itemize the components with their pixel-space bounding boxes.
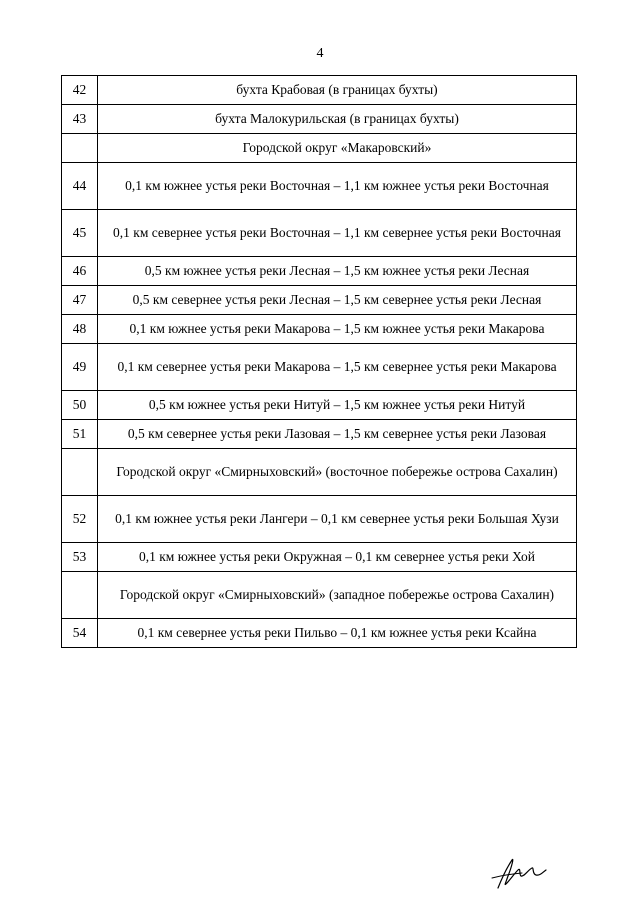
row-number: 43 (62, 105, 98, 134)
handwritten-signature (488, 848, 548, 896)
table-row (62, 210, 577, 257)
locations-table (61, 75, 577, 648)
table-row (62, 105, 577, 134)
table-row (62, 420, 577, 449)
table-row (62, 257, 577, 286)
row-number: 48 (62, 315, 98, 344)
row-text: 0,1 км южнее устья реки Лангери – 0,1 км севернее устья реки Большая Хузи (98, 496, 577, 543)
row-number: 52 (62, 496, 98, 543)
row-number: 42 (62, 76, 98, 105)
section-title: Городской округ «Смирныховский» (западное побережье острова Сахалин) (98, 572, 577, 619)
row-text: 0,1 км севернее устья реки Пильво – 0,1 км южнее устья реки Ксайна (98, 619, 577, 648)
section-header-row (62, 134, 577, 163)
row-number: 49 (62, 344, 98, 391)
row-text: 0,5 км южнее устья реки Лесная – 1,5 км южнее устья реки Лесная (98, 257, 577, 286)
row-text: 0,1 км южнее устья реки Окружная – 0,1 км севернее устья реки Хой (98, 543, 577, 572)
table-row (62, 391, 577, 420)
section-title: Городской округ «Смирныховский» (восточное побережье острова Сахалин) (98, 449, 577, 496)
row-text: 0,5 км южнее устья реки Нитуй – 1,5 км южнее устья реки Нитуй (98, 391, 577, 420)
page-number: 4 (316, 46, 324, 61)
row-text: 0,5 км севернее устья реки Лазовая – 1,5 км севернее устья реки Лазовая (98, 420, 577, 449)
row-number: 51 (62, 420, 98, 449)
row-text: бухта Малокурильская (в границах бухты) (98, 105, 577, 134)
section-header-row (62, 572, 577, 619)
row-number: 47 (62, 286, 98, 315)
row-number: 53 (62, 543, 98, 572)
row-text: 0,1 км севернее устья реки Восточная – 1,1 км севернее устья реки Восточная (98, 210, 577, 257)
row-text: бухта Крабовая (в границах бухты) (98, 76, 577, 105)
row-number (62, 134, 98, 163)
row-number: 44 (62, 163, 98, 210)
table-row (62, 163, 577, 210)
section-header-row (62, 449, 577, 496)
row-text: 0,1 км южнее устья реки Макарова – 1,5 км южнее устья реки Макарова (98, 315, 577, 344)
row-number: 50 (62, 391, 98, 420)
table-row (62, 315, 577, 344)
table-row (62, 496, 577, 543)
row-number (62, 572, 98, 619)
row-number (62, 449, 98, 496)
table-row (62, 619, 577, 648)
row-number: 45 (62, 210, 98, 257)
row-text: 0,1 км южнее устья реки Восточная – 1,1 км южнее устья реки Восточная (98, 163, 577, 210)
row-number: 54 (62, 619, 98, 648)
table-row (62, 286, 577, 315)
table-row (62, 344, 577, 391)
row-text: 0,1 км севернее устья реки Макарова – 1,5 км севернее устья реки Макарова (98, 344, 577, 391)
table-row (62, 543, 577, 572)
row-text: 0,5 км севернее устья реки Лесная – 1,5 км севернее устья реки Лесная (98, 286, 577, 315)
table-row (62, 76, 577, 105)
row-number: 46 (62, 257, 98, 286)
section-title: Городской округ «Макаровский» (98, 134, 577, 163)
